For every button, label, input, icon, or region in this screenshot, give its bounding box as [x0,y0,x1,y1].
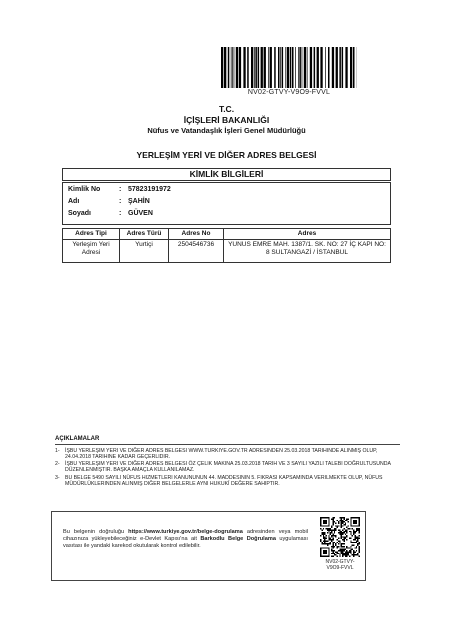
identity-label: Kimlik No [68,186,101,193]
notes-title: AÇIKLAMALAR [55,436,100,442]
notes-divider [55,444,400,445]
verification-text [63,529,308,551]
column-header: Adres No [169,229,224,240]
verification-app-name: Barkodlu Belge Doğrulama [200,536,276,543]
verification-text-part: Bu belgenin doğruluğu [63,529,129,535]
table-row [63,240,391,263]
note-text: İŞBU YERLEŞIM YERI VE DIĞER ADRES BELGESI WWW.TURKIYE.GOV.TR ADRESINDEN 25.03.2018 TARIHINDE ALINMIŞ OLUP, 24.04.2018 TARIHINE KADAR GEÇERLIDIR. [65,448,378,461]
identity-section-title: KİMLİK BİLGİLERİ [62,168,391,181]
verification-text-part: uygulaması vasıtası ile yandaki karekod okutularak kontrol edilebilir. [63,536,308,550]
identity-sep: : [119,198,122,205]
address-table-header [63,229,391,240]
address-kind-cell: Yurtiçi [120,240,169,263]
address-type-cell: Yerleşim Yeri Adresi [63,240,120,263]
verification-url-link[interactable]: https://www.turkiye.gov.tr/belge-dogrulama [128,529,243,535]
barcode-image [221,47,357,88]
header-tc: T.C. [218,104,235,114]
address-no-cell: 2504546736 [169,240,224,263]
note-text: BU BELGE 5490 SAYILI NÜFUS HIZMETLERI KANUNUNUN 44. MADDESININ 5. FIKRASI KAPSAMINDA VERILMEKTE OLUP, NÜFUS MÜDÜRLÜKLERINDEN ALINMIŞ DIĞER BELGELERLE AYNI HUKUKÎ DEĞERE SAHIPTIR. [65,475,383,488]
address-cell: YUNUS EMRE MAH. 1387/1. SK. NO: 27 İÇ KAPI NO: 8 SULTANGAZİ / İSTANBUL [224,240,391,263]
verification-text-part: adresinden veya mobil cihazınıza yükleyebileceğiniz e-Devlet Kapısı'na ait [63,529,308,543]
identity-sep: : [119,186,122,193]
identity-sep: : [119,210,122,217]
header-ministry: İÇİŞLERİ BAKANLIĞI [183,115,270,125]
column-header: Adres Türü [120,229,169,240]
column-header: Adres [224,229,391,240]
note-text: İŞBU YERLEŞIM YERI VE DIĞER ADRES BELGESI ÖZ ÇELIK MAKINA 25.03.2018 TARIH VE 3 SAYILI YAZILI TALEBI DOĞRULTUSUNDA DÜZENLENMIŞTIR. BAŞKA AMAÇLA KULLANILAMAZ. [65,461,391,474]
identity-box [62,182,391,225]
note-number: 3- [55,475,60,481]
qr-code-label: NV02-GTVY-V9O9-FVVL [325,559,355,571]
address-table [62,228,391,263]
verification-box [51,511,366,581]
barcode-code: NV02-GTVY-V9O9-FVVL [247,89,331,96]
document-title: YERLEŞİM YERİ VE DİĞER ADRES BELGESİ [136,150,317,160]
identity-value: 57823191972 [128,186,171,193]
identity-label: Soyadı [68,210,91,217]
identity-value: GÜVEN [128,210,153,217]
note-number: 1- [55,448,60,454]
identity-label: Adı [68,198,80,205]
qr-code-image [320,517,360,557]
header-department: Nüfus ve Vatandaşlık İşleri Genel Müdürlüğü [147,126,306,135]
note-number: 2- [55,461,60,467]
identity-value: ŞAHİN [128,198,150,205]
column-header: Adres Tipi [63,229,120,240]
